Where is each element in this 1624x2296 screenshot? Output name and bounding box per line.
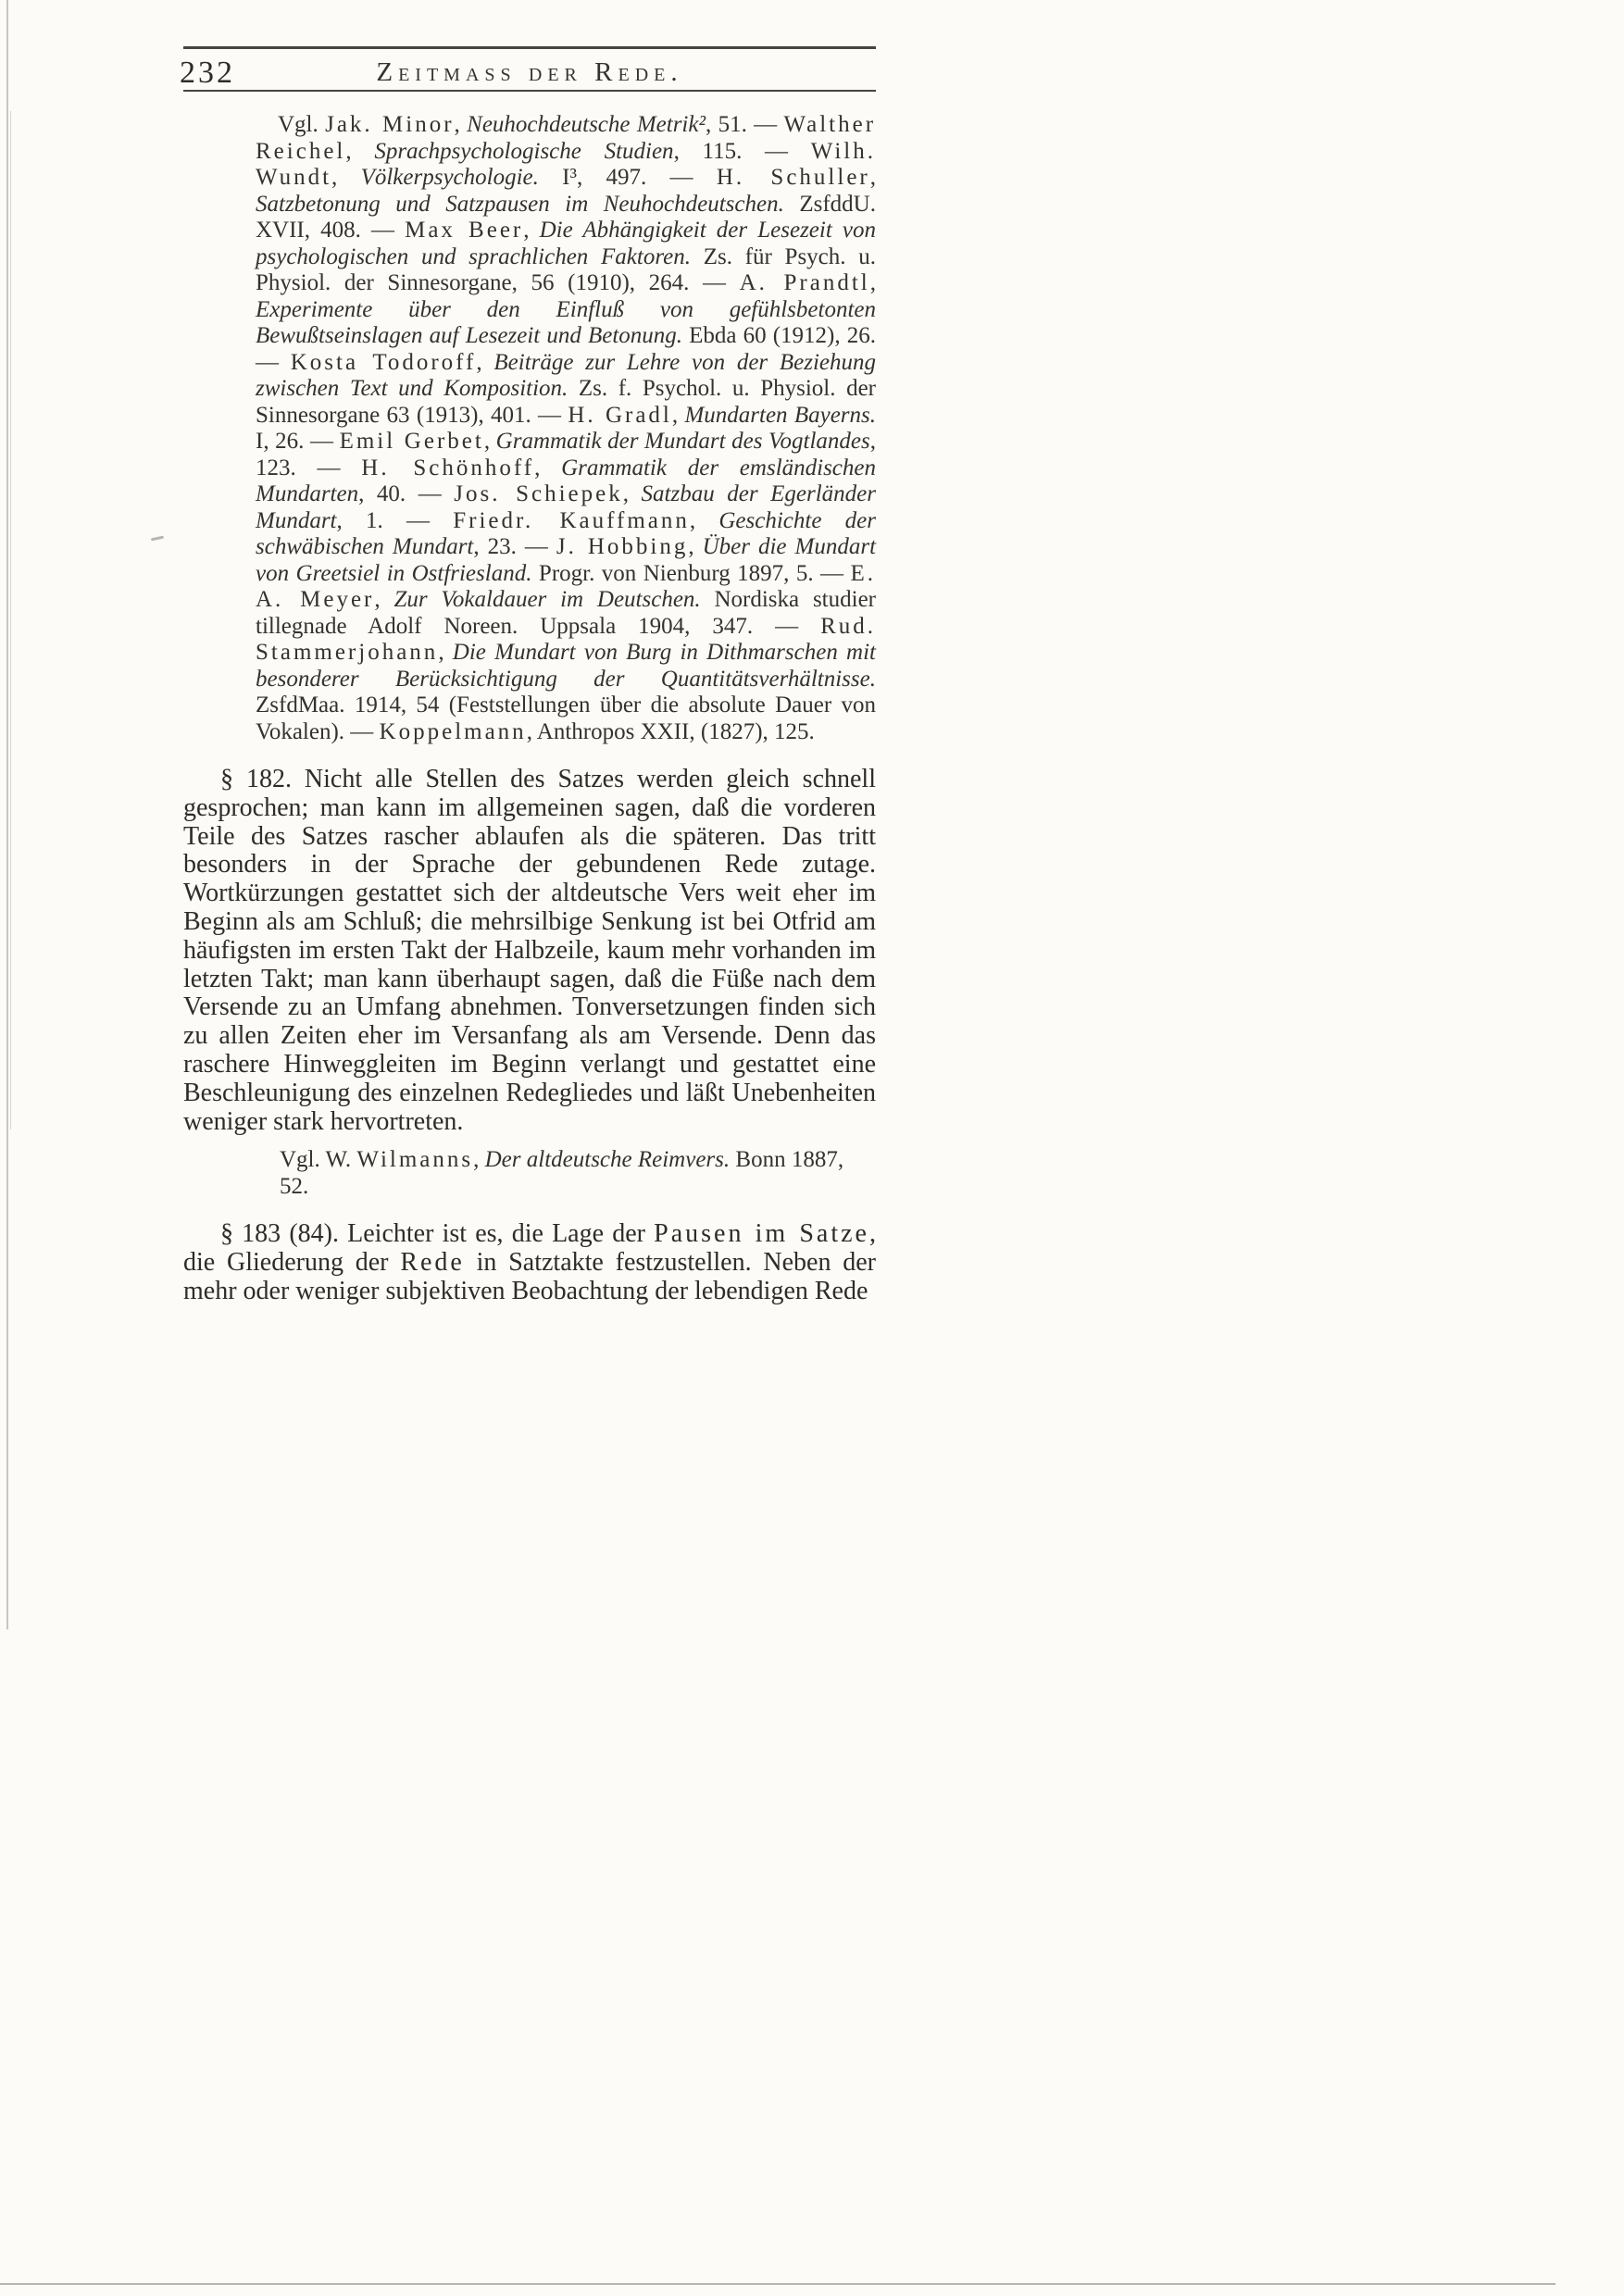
citation-line: Vgl. W. Wilmanns, Der altdeutsche Reimvers. Bonn 1887, 52. — [280, 1147, 844, 1199]
running-head: Zeitmass der Rede. — [376, 57, 683, 87]
page-header — [180, 49, 876, 90]
bibliography-paragraph: Vgl. Jak. Minor, Neuhochdeutsche Metrik², 51. — Walther Reichel, Sprachpsychologische Studien, 115. — Wilh. Wundt, Völkerpsychologie. I³, 497. — H. Schuller, Satzbetonung und Satzpausen im Neuhochdeutschen. ZsfddU. XVII, 408. — Max Beer, Die Abhängigkeit der Lesezeit von psychologischen und sprachlichen Faktoren. Zs. für Psych. u. Physiol. der Sinnesorgane, 56 (1910), 264. — A. Prandtl, Experimente über den Einfluß von gefühlsbetonten Bewußtseinslagen auf Lesezeit und Betonung. Ebda 60 (1912), 26. — Kosta Todoroff, Beiträge zur Lehre von der Beziehung zwischen Text und Komposition. Zs. f. Psychol. u. Physiol. der Sinnesorgane 63 (1913), 401. — H. Gradl, Mundarten Bayerns. I, 26. — Emil Gerbet, Grammatik der Mundart des Vogtlandes, 123. — H. Schönhoff, Grammatik der emsländischen Mundarten, 40. — Jos. Schiepek, Satzbau der Egerländer Mundart, 1. — Friedr. Kauffmann, Geschichte der schwäbischen Mundart, 23. — J. Hobbing, Über die Mundart von Greetsiel in Ostfriesland. Progr. von Nienburg 1897, 5. — E. A. Meyer, Zur Vokaldauer im Deutschen. Nordiska studier tillegnade Adolf Noreen. Uppsala 1904, 347. — Rud. Stammerjohann, Die Mundart von Burg in Dithmarschen mit besonderer Berücksichtigung der Quantitätsverhältnisse. ZsfdMaa. 1914, 54 (Feststellungen über die absolute Dauer von Vokalen). — Koppelmann, Anthropos XXII, (1827), 125. — [256, 112, 877, 744]
scan-speck — [151, 536, 164, 542]
scan-edge-left — [6, 0, 8, 1629]
header-rule-bottom — [183, 90, 876, 92]
page-number: 232 — [180, 56, 235, 90]
scan-edge-left-secondary — [10, 111, 11, 1129]
paragraph-182: § 182. Nicht alle Stellen des Satzes werden gleich schnell gesprochen; man kann im allgemeinen sagen, daß die vorderen Teile des Satzes rascher ablaufen als die späteren. Das tritt besonders in der Sprache der gebundenen Rede zutage. Wortkürzungen gestattet sich der altdeutsche Vers weit eher im Beginn als am Schluß; die mehrsilbige Senkung ist bei Otfrid am häufigsten im ersten Takt der Halbzeile, kaum mehr vorhanden im letzten Takt; man kann überhaupt sagen, daß die Füße nach dem Versende zu an Umfang abnehmen. Tonversetzungen finden sich zu allen Zeiten eher im Versanfang als am Versende. Denn das raschere Hinweggleiten im Beginn verlangt und gestattet eine Beschleunigung des einzelnen Redegliedes und läßt Unebenheiten weniger stark hervortreten. — [183, 765, 876, 1136]
scan-edge-bottom — [0, 2283, 1555, 2285]
text-block — [180, 46, 877, 1306]
paragraph-183: § 183 (84). Leichter ist es, die Lage der Pausen im Satze, die Gliederung der Rede in Satztakte festzustellen. Neben der mehr oder weniger subjektiven Beobachtung der lebendigen Rede — [183, 1219, 876, 1305]
